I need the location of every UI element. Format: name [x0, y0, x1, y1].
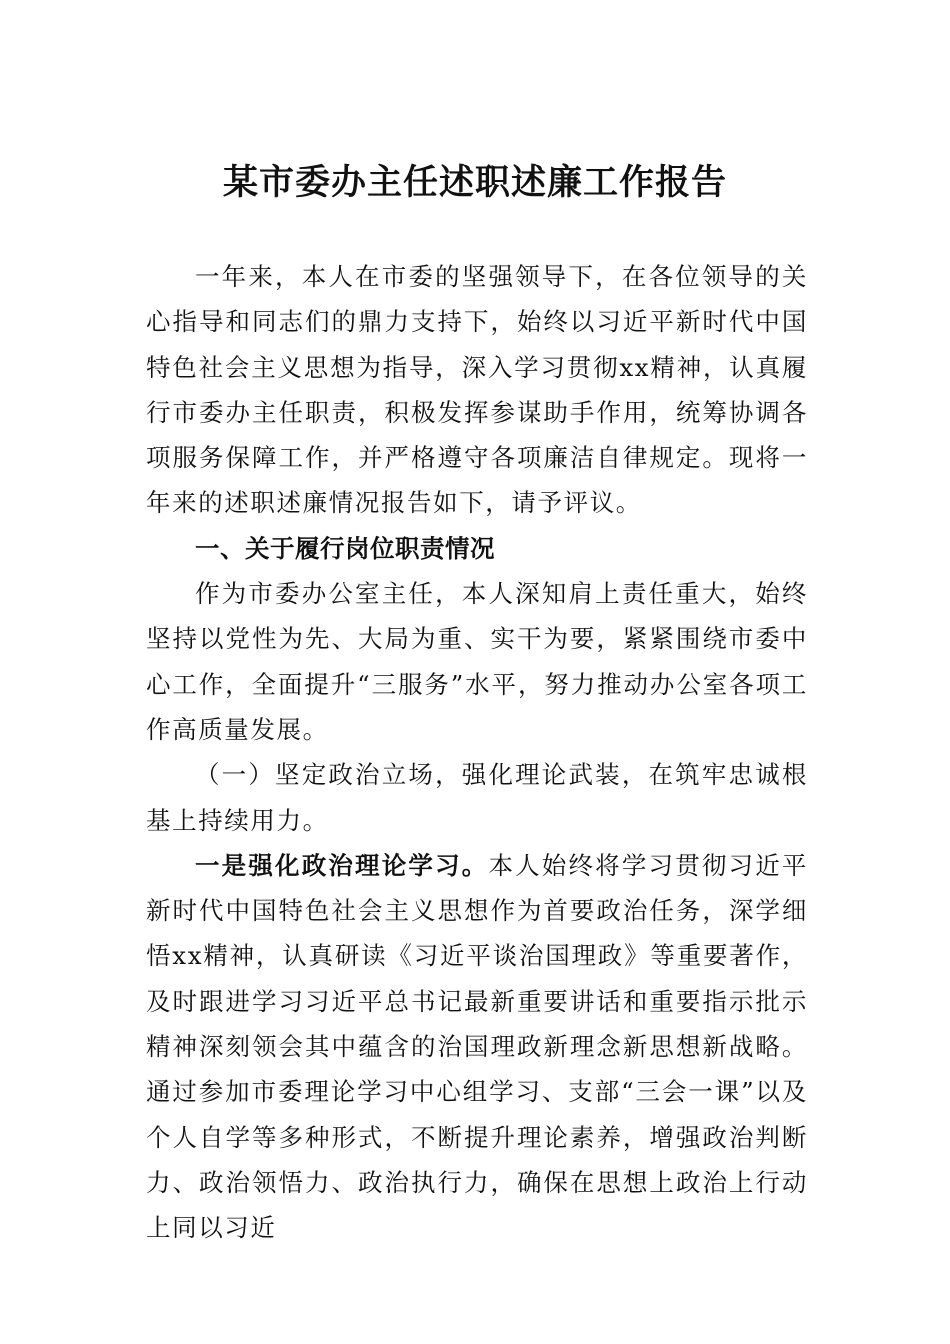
intro-paragraph: 一年来，本人在市委的坚强领导下，在各位领导的关心指导和同志们的鼎力支持下，始终以习近平新时代中国特色社会主义思想为指导，深入学习贯彻xx精神，认真履行市委办主任职责，积极发挥参谋助手作用，统筹协调各项服务保障工作，并严格遵守各项廉洁自律规定。现将一年来的述职述廉情况报告如下，请予评议。 [146, 262, 808, 518]
point-lead: 一是强化政治理论学习。 [195, 850, 489, 880]
document-title: 某市委办主任述职述廉工作报告 [222, 162, 727, 203]
document-body [146, 254, 808, 1251]
point-paragraph [146, 843, 808, 1251]
point-text: 本人始终将学习贯彻习近平新时代中国特色社会主义思想作为首要政治任务，深学细悟xx精神，认真研读《习近平谈治国理政》等重要著作，及时跟进学习习近平总书记最新重要讲话和重要指示批示精神深刻领会其中蕴含的治国理政新理念新思想新战略。通过参加市委理论学习中心组学习、支部“三会一课”以及个人自学等多种形式，不断提升理论素养，增强政治判断力、政治领悟力、政治执行力，确保在思想上政治上行动上同以习近 [146, 850, 808, 1243]
subsection-heading: （一）坚定政治立场，强化理论武装，在筑牢忠诚根基上持续用力。 [146, 760, 808, 835]
section-heading: 一、关于履行岗位职责情况 [195, 533, 495, 563]
section-paragraph: 作为市委办公室主任，本人深知肩上责任重大，始终坚持以党性为先、大局为重、实干为要，紧紧围绕市委中心工作，全面提升“三服务”水平，努力推动办公室各项工作高质量发展。 [146, 579, 808, 744]
